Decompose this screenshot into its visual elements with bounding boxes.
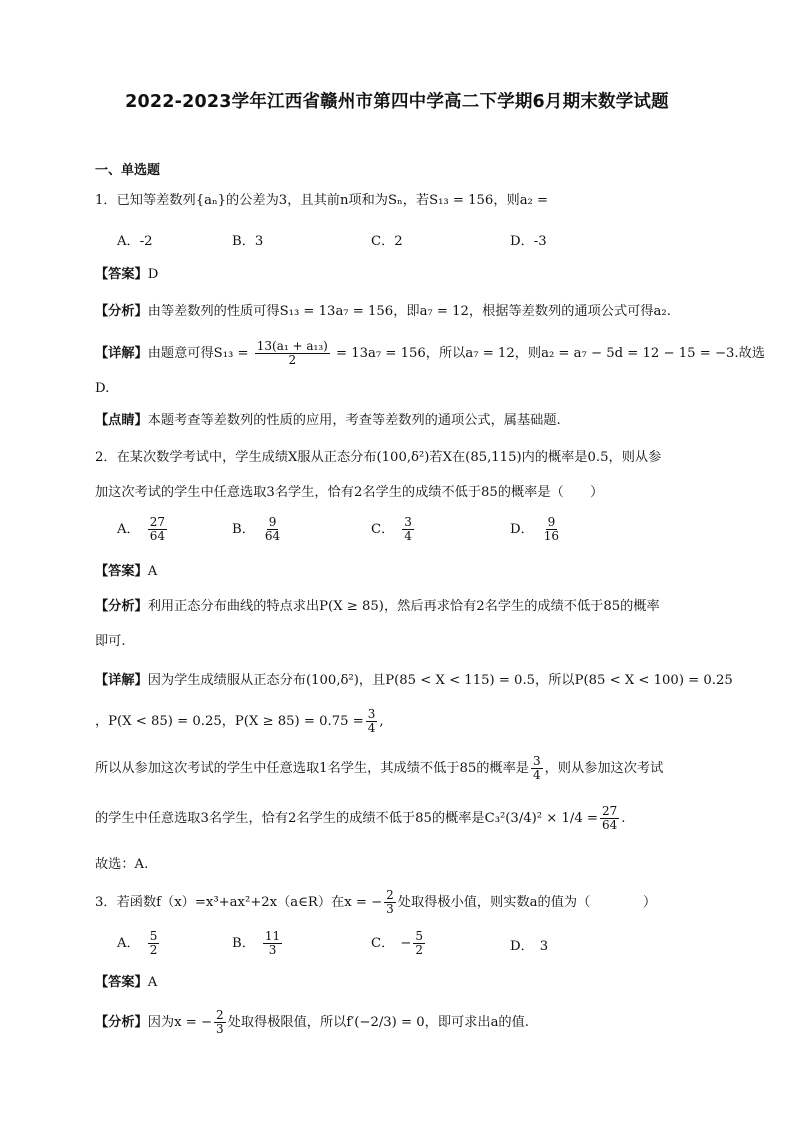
fraction-numerator: 27 xyxy=(601,804,618,818)
fraction-denominator: 2 xyxy=(149,943,158,957)
fraction xyxy=(366,708,378,735)
q1-option-a: A．-2 xyxy=(117,234,153,249)
q2-option-d xyxy=(510,516,563,543)
detail-text: 由题意可得S₁₃ = xyxy=(147,346,249,361)
answer-value: A xyxy=(147,975,158,990)
q2-option-c xyxy=(371,516,416,543)
q3-option-a xyxy=(117,930,161,957)
fraction-numerator: 13(a₁ + a₁₃) xyxy=(256,339,328,353)
fraction-denominator: 3 xyxy=(216,1022,224,1036)
fraction-numerator: 11 xyxy=(264,929,281,943)
fraction xyxy=(255,340,330,367)
fraction-numerator: 9 xyxy=(547,515,556,529)
option-label: D． xyxy=(510,939,534,954)
stem-text: 3．若函数f（x）=x³+ax²+2x（a∈R）在x = − xyxy=(95,895,383,910)
q2-conclusion: 故选：A. xyxy=(95,857,149,872)
fraction-denominator: 64 xyxy=(601,818,618,832)
detail-tag: 【详解】 xyxy=(95,346,148,361)
option-fraction xyxy=(542,516,561,543)
analysis-tag: 【分析】 xyxy=(95,1015,148,1030)
analysis-text: 处取得极限值，所以f′(−2/3) = 0，即可求出a的值. xyxy=(227,1015,530,1030)
option-fraction xyxy=(148,516,167,543)
q3-answer xyxy=(95,973,157,993)
analysis-tag: 【分析】 xyxy=(95,599,148,614)
stem-text: 处取得极小值，则实数a的值为（ ） xyxy=(397,895,657,910)
q2-detail-line4 xyxy=(95,805,625,832)
q3-stem xyxy=(95,889,656,916)
fraction-denominator: 16 xyxy=(543,529,560,543)
q1-stem: 1．已知等差数列{aₙ}的公差为3，且其前n项和为Sₙ，若S₁₃ = 156，则a₂ = xyxy=(95,193,549,208)
fraction-numerator: 3 xyxy=(532,754,541,768)
fraction-numerator: 2 xyxy=(216,1008,224,1022)
fraction xyxy=(600,805,619,832)
fraction-denominator: 4 xyxy=(532,768,541,782)
comment-tag: 【点睛】 xyxy=(95,413,148,428)
q2-option-a xyxy=(117,516,169,543)
fraction-numerator: 3 xyxy=(404,515,412,529)
q3-analysis xyxy=(95,1009,529,1036)
q2-option-b xyxy=(232,516,284,543)
q1-detail-cont: D. xyxy=(95,381,110,396)
analysis-text: 利用正态分布曲线的特点求出P(X ≥ 85)，然后再求恰有2名学生的成绩不低于85的概率 xyxy=(147,599,660,614)
option-label: A． xyxy=(117,936,140,951)
option-fraction xyxy=(413,930,425,957)
q2-analysis-cont: 即可. xyxy=(95,634,126,649)
answer-tag: 【答案】 xyxy=(95,267,148,282)
section-heading: 一、单选题 xyxy=(95,163,161,178)
q2-detail-line3 xyxy=(95,755,663,782)
q1-answer xyxy=(95,265,158,285)
q2-detail xyxy=(95,671,733,691)
fraction-denominator: 64 xyxy=(149,529,165,543)
fraction-denominator: 4 xyxy=(367,721,376,735)
detail-text: 因为学生成绩服从正态分布(100,δ²)，且P(85 < X < 115) = 0.5，所以P(85 < X < 100) = 0.25 xyxy=(147,673,733,688)
q2-stem: 2．在某次数学考试中，学生成绩X服从正态分布(100,δ²)若X在(85,115)内的概率是0.5，则从参 xyxy=(95,450,662,465)
q1-option-d: D．-3 xyxy=(510,234,547,249)
answer-value: A xyxy=(147,564,158,579)
q1-detail xyxy=(95,340,765,367)
option-label: D． xyxy=(510,522,534,537)
detail-text: = 13a₇ = 156，所以a₇ = 12，则a₂ = a₇ − 5d = 12 − 15 = −3.故选 xyxy=(336,346,765,361)
analysis-tag: 【分析】 xyxy=(95,304,148,319)
q3-option-b xyxy=(232,930,284,957)
option-fraction xyxy=(402,516,414,543)
detail-text: ，则从参加这次考试 xyxy=(544,761,664,776)
answer-value: D xyxy=(147,267,159,282)
fraction-numerator: 5 xyxy=(415,929,423,943)
q3-option-c xyxy=(371,930,427,957)
q2-analysis xyxy=(95,597,660,617)
page-title: 2022-2023学年江西省赣州市第四中学高二下学期6月期末数学试题 xyxy=(125,92,669,112)
detail-tag: 【详解】 xyxy=(95,673,148,688)
comment-text: 本题考查等差数列的性质的应用，考查等差数列的通项公式，属基础题. xyxy=(147,413,561,428)
fraction-denominator: 3 xyxy=(268,943,277,957)
q3-option-d xyxy=(510,935,548,954)
analysis-text: 由等差数列的性质可得S₁₃ = 13a₇ = 156，即a₇ = 12，根据等差数列的通项公式可得a₂. xyxy=(147,304,671,319)
detail-text: , xyxy=(379,714,384,729)
detail-text: 的学生中任意选取3名学生，恰有2名学生的成绩不低于85的概率是C₃²(3/4)² × 1/4 = xyxy=(95,811,598,826)
fraction-numerator: 27 xyxy=(149,515,165,529)
option-value: 3 xyxy=(539,939,549,954)
detail-text: 所以从参加这次考试的学生中任意选取1名学生，其成绩不低于85的概率是 xyxy=(95,761,529,776)
fraction-denominator: 3 xyxy=(386,902,394,916)
answer-tag: 【答案】 xyxy=(95,564,148,579)
detail-text: ，P(X < 85) = 0.25，P(X ≥ 85) = 0.75 = xyxy=(95,714,364,729)
fraction-numerator: 5 xyxy=(149,929,158,943)
q2-answer xyxy=(95,562,157,582)
option-prefix: − xyxy=(400,936,412,951)
q2-detail-line2 xyxy=(95,708,384,735)
q1-comment xyxy=(95,411,561,431)
option-label: A． xyxy=(117,522,140,537)
fraction-denominator: 4 xyxy=(404,529,412,543)
fraction xyxy=(384,889,396,916)
analysis-text: 因为x = − xyxy=(147,1015,213,1030)
option-label: B． xyxy=(232,522,255,537)
detail-text: . xyxy=(621,811,626,826)
fraction-numerator: 9 xyxy=(268,515,277,529)
option-label: C． xyxy=(371,936,395,951)
q1-analysis xyxy=(95,302,671,322)
option-fraction xyxy=(263,930,282,957)
option-fraction xyxy=(148,930,160,957)
fraction xyxy=(531,755,543,782)
option-fraction xyxy=(263,516,282,543)
fraction-denominator: 2 xyxy=(288,353,297,367)
q2-stem-cont: 加这次考试的学生中任意选取3名学生，恰有2名学生的成绩不低于85的概率是（ ） xyxy=(95,485,604,500)
fraction-denominator: 64 xyxy=(264,529,281,543)
fraction-numerator: 3 xyxy=(367,707,376,721)
q1-option-b: B．3 xyxy=(232,234,264,249)
fraction xyxy=(214,1009,226,1036)
answer-tag: 【答案】 xyxy=(95,975,148,990)
q1-option-c: C．2 xyxy=(371,234,403,249)
option-label: C． xyxy=(371,522,395,537)
fraction-denominator: 2 xyxy=(415,943,423,957)
option-label: B． xyxy=(232,936,255,951)
fraction-numerator: 2 xyxy=(386,888,394,902)
